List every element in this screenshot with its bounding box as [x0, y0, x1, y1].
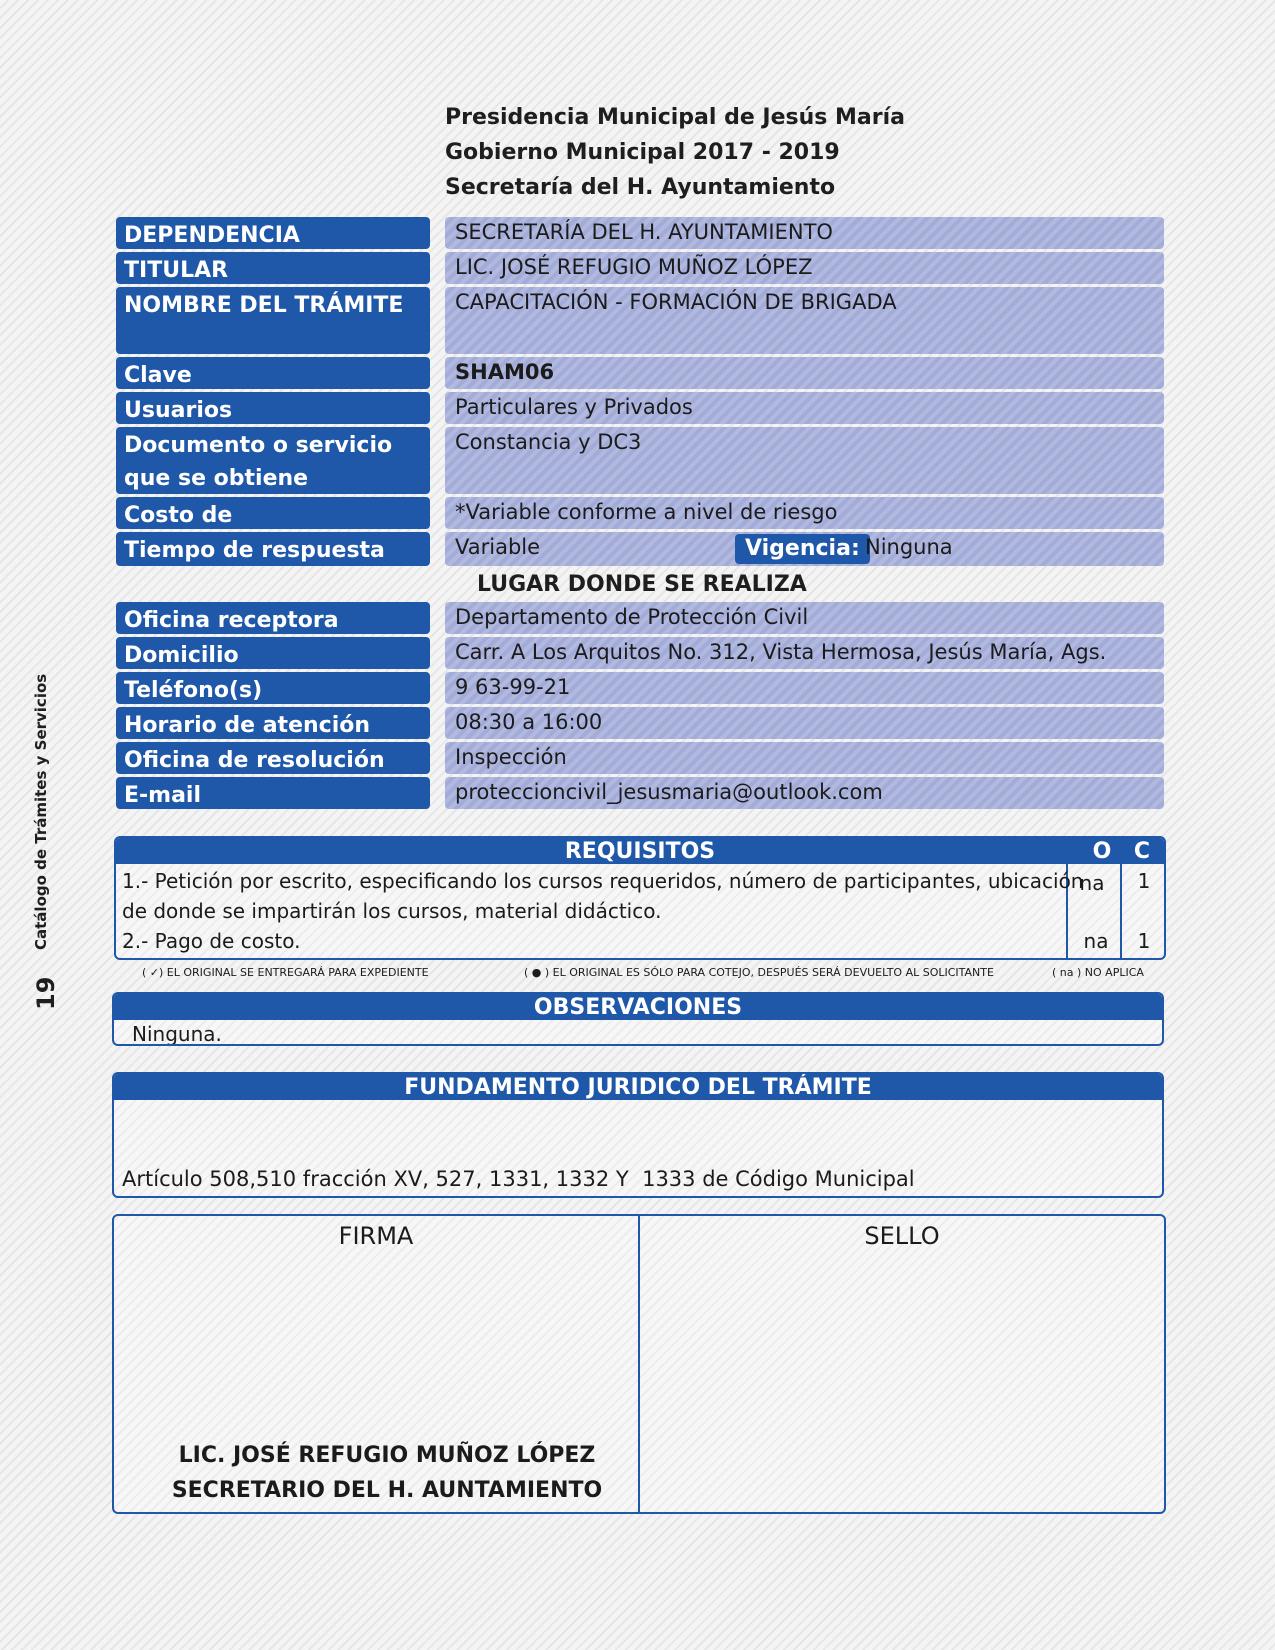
legend-original: ( ✓) EL ORIGINAL SE ENTREGARÁ PARA EXPEDIENTE [142, 966, 429, 979]
row-oficina-receptora [116, 602, 1164, 634]
requisito-1-line1: 1.- Petición por escrito, especificando los cursos requeridos, número de participantes, ubicación [122, 869, 1084, 893]
document-header [445, 100, 905, 205]
value-nombre-tramite: CAPACITACIÓN - FORMACIÓN DE BRIGADA [445, 287, 1164, 354]
value-costo: *Variable conforme a nivel de riesgo [445, 497, 1164, 529]
label-tiempo: Tiempo de respuesta [116, 532, 430, 566]
requisitos-title: REQUISITOS [564, 839, 716, 864]
firma-sello-box [112, 1214, 1166, 1514]
label-clave: Clave [116, 357, 430, 389]
page-number: 19 [32, 976, 60, 1010]
label-oficina-resolucion: Oficina de resolución [116, 742, 430, 774]
label-usuarios: Usuarios [116, 392, 430, 424]
label-documento-line2: que se obtiene [124, 466, 309, 491]
value-clave: SHAM06 [445, 357, 1164, 389]
fundamento-title: FUNDAMENTO JURIDICO DEL TRÁMITE [114, 1074, 1162, 1100]
label-documento-line1: Documento o servicio [124, 433, 393, 458]
requisito-1-o: na [1079, 871, 1105, 895]
value-dependencia: SECRETARÍA DEL H. AYUNTAMIENTO [445, 217, 1164, 249]
row-domicilio [116, 637, 1164, 669]
row-nombre-tramite [116, 287, 1164, 354]
value-telefono: 9 63-99-21 [445, 672, 1164, 704]
column-o-header: O [1092, 839, 1112, 864]
row-clave [116, 357, 1164, 389]
sello-label: SELLO [864, 1222, 940, 1250]
requisito-1-c: 1 [1137, 869, 1151, 893]
label-nombre-tramite: NOMBRE DEL TRÁMITE [116, 287, 430, 354]
label-costo: Costo de [116, 497, 430, 529]
row-dependencia [116, 217, 1164, 249]
vigencia-badge: Vigencia: [735, 534, 870, 564]
requisito-2-c: 1 [1137, 929, 1151, 953]
row-usuarios [116, 392, 1164, 424]
signatory [114, 1438, 660, 1508]
requisito-2: 2.- Pago de costo. [122, 929, 301, 953]
fundamento-text [122, 1104, 941, 1198]
label-dependencia: DEPENDENCIA [116, 217, 430, 249]
value-titular: LIC. JOSÉ REFUGIO MUÑOZ LÓPEZ [445, 252, 1164, 284]
label-oficina-receptora: Oficina receptora [116, 602, 430, 634]
header-line-secretariat: Secretaría del H. Ayuntamiento [445, 175, 836, 200]
row-tiempo [116, 532, 1164, 566]
row-titular [116, 252, 1164, 284]
signatory-name: LIC. JOSÉ REFUGIO MUÑOZ LÓPEZ [178, 1443, 596, 1468]
column-c-header: C [1133, 839, 1151, 864]
label-titular: TITULAR [116, 252, 430, 284]
header-line-government: Gobierno Municipal 2017 - 2019 [445, 140, 840, 165]
header-line-municipality: Presidencia Municipal de Jesús María [445, 105, 906, 130]
column-divider-c [1120, 864, 1122, 958]
label-horario: Horario de atención [116, 707, 430, 739]
label-domicilio: Domicilio [116, 637, 430, 669]
observaciones-text: Ninguna. [132, 1022, 222, 1046]
requisitos-header [116, 838, 1164, 864]
firma-label: FIRMA [338, 1222, 414, 1250]
requisito-2-o: na [1083, 929, 1109, 953]
fundamento-line1: Artículo 508,510 fracción XV, 527, 1331, 1332 Y 1333 de Código Municipal [122, 1167, 915, 1191]
row-telefono [116, 672, 1164, 704]
side-catalog-title: Catálogo de Trámites y Servicios [32, 673, 50, 950]
observaciones-title: OBSERVACIONES [114, 994, 1162, 1020]
legend-na: ( na ) NO APLICA [1052, 966, 1144, 979]
label-documento [116, 427, 430, 494]
row-horario [116, 707, 1164, 739]
value-tiempo-container [445, 532, 1164, 566]
value-oficina-resolucion: Inspección [445, 742, 1164, 774]
label-telefono: Teléfono(s) [116, 672, 430, 704]
signatory-position: SECRETARIO DEL H. AUNTAMIENTO [171, 1478, 603, 1503]
value-usuarios: Particulares y Privados [445, 392, 1164, 424]
value-documento: Constancia y DC3 [445, 427, 1164, 494]
value-oficina-receptora: Departamento de Protección Civil [445, 602, 1164, 634]
lugar-title: LUGAR DONDE SE REALIZA [477, 572, 807, 597]
legend-cotejo: ( ● ) EL ORIGINAL ES SÓLO PARA COTEJO, DESPUÉS SERÁ DEVUELTO AL SOLICITANTE [524, 966, 994, 979]
label-email: E-mail [116, 777, 430, 809]
row-email [116, 777, 1164, 809]
value-vigencia: Ninguna [865, 535, 953, 559]
value-horario: 08:30 a 16:00 [445, 707, 1164, 739]
row-costo [116, 497, 1164, 529]
value-email: proteccioncivil_jesusmaria@outlook.com [445, 777, 1164, 809]
fundamento-box [112, 1072, 1164, 1198]
value-domicilio: Carr. A Los Arquitos No. 312, Vista Hermosa, Jesús María, Ags. [445, 637, 1164, 669]
row-documento [116, 427, 1164, 494]
requisito-1-line2: de donde se impartirán los cursos, material didáctico. [122, 899, 662, 923]
observaciones-box [112, 992, 1164, 1046]
value-tiempo: Variable [455, 535, 541, 559]
requisitos-table [114, 836, 1166, 960]
row-oficina-resolucion [116, 742, 1164, 774]
